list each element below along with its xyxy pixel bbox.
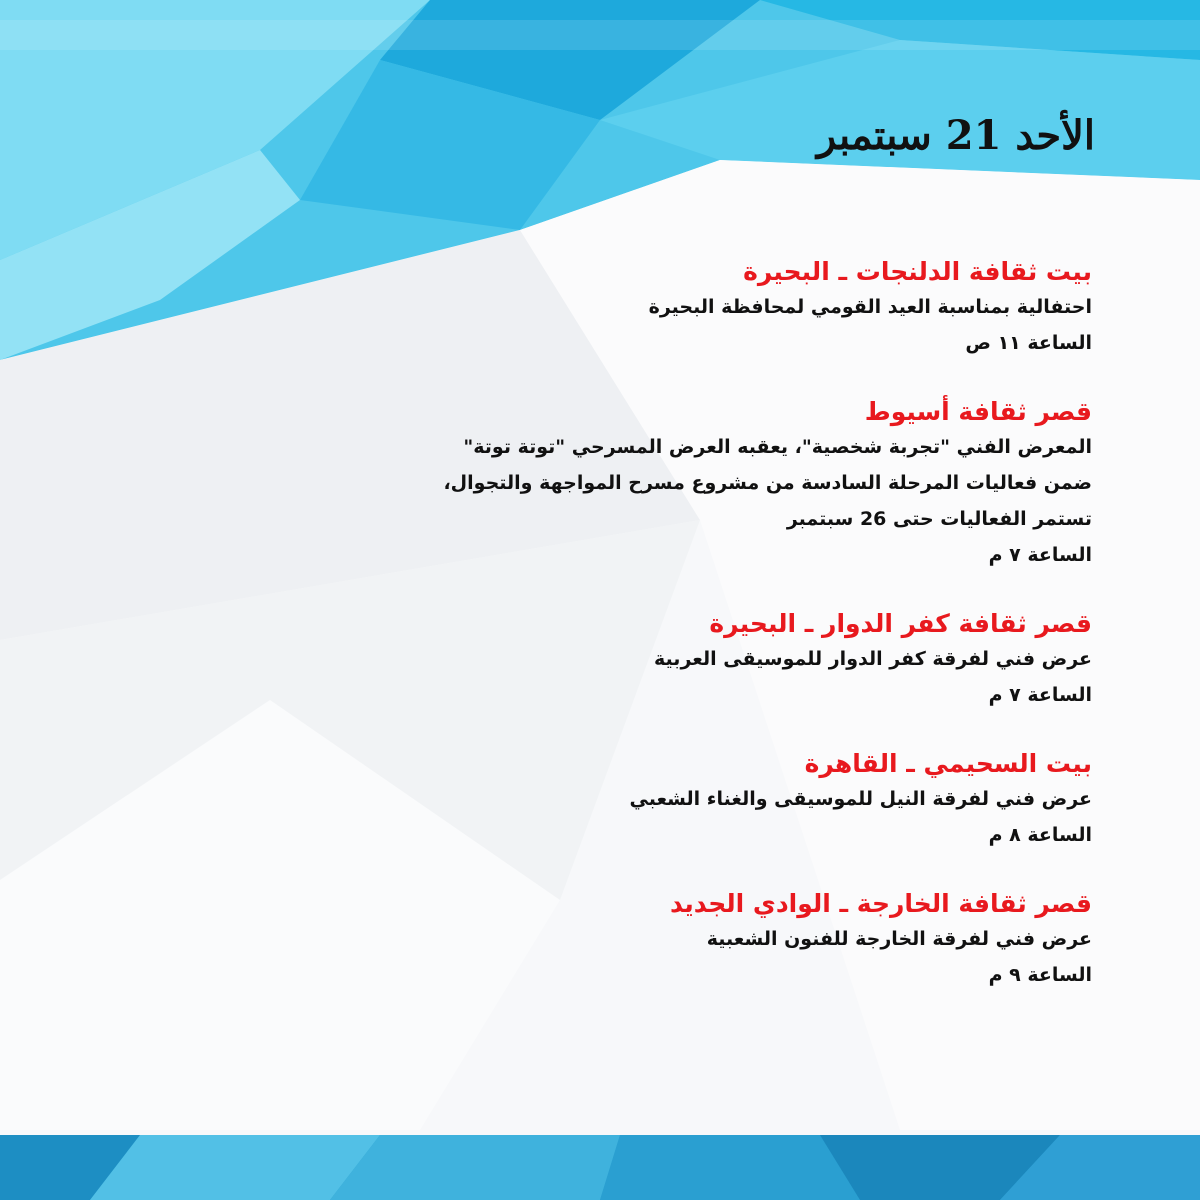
event-item (332, 255, 1092, 361)
event-venue: قصر ثقافة كفر الدوار ـ البحيرة (709, 609, 1092, 638)
event-venue: قصر ثقافة الخارجة ـ الوادي الجديد (669, 889, 1092, 918)
event-item (332, 887, 1092, 993)
event-description: ضمن فعاليات المرحلة السادسة من مشروع مسرح المواجهة والتجوال، (443, 472, 1092, 494)
event-description: احتفالية بمناسبة العيد القومي لمحافظة البحيرة (648, 296, 1092, 318)
event-list (332, 255, 1092, 1027)
event-venue: بيت السحيمي ـ القاهرة (804, 749, 1092, 778)
event-venue: قصر ثقافة أسيوط (864, 397, 1092, 426)
event-description: عرض فني لفرقة النيل للموسيقى والغناء الشعبي (629, 788, 1092, 810)
event-time: الساعة ٧ م (988, 684, 1092, 706)
event-time: الساعة ٨ م (988, 824, 1092, 846)
event-time: الساعة ٧ م (988, 544, 1092, 566)
event-description: عرض فني لفرقة كفر الدوار للموسيقى العربية (654, 648, 1092, 670)
page-title: الأحد 21 سبتمبر (816, 112, 1095, 159)
event-venue: بيت ثقافة الدلنجات ـ البحيرة (743, 257, 1092, 286)
event-item (332, 607, 1092, 713)
event-item (332, 747, 1092, 853)
event-description: عرض فني لفرقة الخارجة للفنون الشعبية (706, 928, 1092, 950)
event-description: المعرض الفني "تجربة شخصية"، يعقبه العرض المسرحي "توتة توتة" (463, 436, 1092, 458)
event-description: تستمر الفعاليات حتى 26 سبتمبر (786, 508, 1092, 530)
event-time: الساعة ٩ م (988, 964, 1092, 986)
event-time: الساعة ١١ ص (965, 332, 1092, 354)
event-item (332, 395, 1092, 573)
